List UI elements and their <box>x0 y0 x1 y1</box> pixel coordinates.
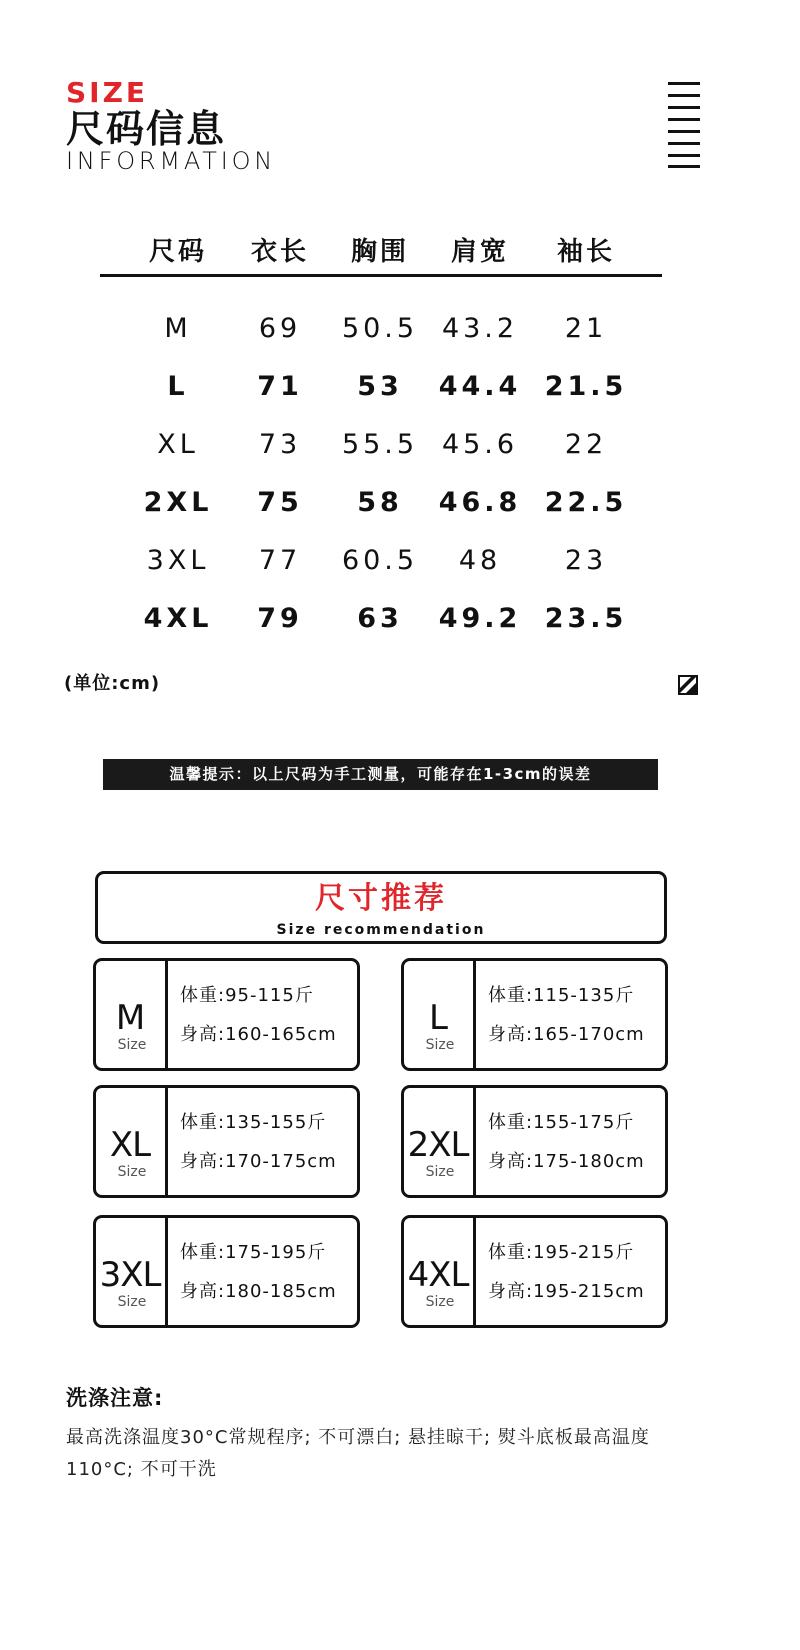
table-row <box>100 299 662 357</box>
table-cell: 21.5 <box>544 371 628 402</box>
card-size-box <box>404 1218 476 1325</box>
table-cell: 53 <box>357 371 403 402</box>
card-weight: 体重:95-115斤 <box>180 985 314 1006</box>
card-height: 身高:180-185cm <box>180 1281 337 1302</box>
table-cell: 49.2 <box>438 603 522 634</box>
care-title: 洗涤注意: <box>66 1386 164 1410</box>
recommendation-subtitle: Size recommendation <box>276 922 486 938</box>
table-cell: 58 <box>357 487 403 518</box>
card-height: 身高:195-215cm <box>488 1281 645 1302</box>
table-row <box>100 473 662 531</box>
information-label: INFORMATION <box>66 147 277 175</box>
card-size-box <box>404 961 476 1068</box>
card-size-box <box>96 961 168 1068</box>
tip-banner: 温馨提示：以上尺码为手工测量，可能存在1-3cm的误差 <box>103 759 658 790</box>
card-size-caption: Size <box>117 1037 147 1053</box>
header-cell-sleeve: 袖长 <box>556 237 615 267</box>
card-size-box <box>96 1218 168 1325</box>
card-height: 身高:160-165cm <box>180 1024 337 1045</box>
table-cell: M <box>164 313 192 344</box>
table-cell: 43.2 <box>441 313 519 344</box>
table-cell: 63 <box>357 603 403 634</box>
page-title: 尺码信息 <box>66 107 227 151</box>
table-cell: 71 <box>257 371 303 402</box>
table-cell: 45.6 <box>441 429 519 460</box>
table-cell: 73 <box>258 429 302 460</box>
table-header-row <box>100 228 662 277</box>
card-weight: 体重:135-155斤 <box>180 1112 327 1133</box>
header-cell-length: 衣长 <box>250 237 309 267</box>
table-cell: 50.5 <box>341 313 419 344</box>
table-cell: 60.5 <box>341 545 419 576</box>
card-size-label: 3XL <box>99 1255 161 1295</box>
table-cell: 3XL <box>146 545 210 576</box>
table-cell: 23.5 <box>544 603 628 634</box>
header-cell-size: 尺码 <box>148 237 207 267</box>
table-cell: 79 <box>257 603 303 634</box>
recommendation-title: 尺寸推荐 <box>315 881 447 916</box>
table-cell: 77 <box>258 545 302 576</box>
card-size-label: XL <box>109 1125 151 1165</box>
table-cell: 4XL <box>143 603 213 634</box>
size-card-xl <box>93 1085 360 1198</box>
table-row <box>100 531 662 589</box>
card-size-label: 2XL <box>407 1125 469 1165</box>
table-cell: 69 <box>258 313 302 344</box>
card-size-box <box>404 1088 476 1195</box>
table-cell: 2XL <box>143 487 213 518</box>
menu-lines-icon <box>668 82 700 168</box>
header-cell-shoulder: 肩宽 <box>450 237 509 267</box>
card-height: 身高:170-175cm <box>180 1151 337 1172</box>
table-row <box>100 589 662 647</box>
size-card-2xl <box>401 1085 668 1198</box>
size-card-4xl <box>401 1215 668 1328</box>
card-size-caption: Size <box>425 1294 455 1310</box>
table-cell: 23 <box>564 545 608 576</box>
table-cell: 55.5 <box>341 429 419 460</box>
unit-note: (单位:cm) <box>64 673 161 694</box>
table-cell: L <box>167 371 189 402</box>
table-cell: 75 <box>257 487 303 518</box>
size-card-l <box>401 958 668 1071</box>
card-height: 身高:165-170cm <box>488 1024 645 1045</box>
card-size-caption: Size <box>425 1037 455 1053</box>
card-size-label: 4XL <box>407 1255 469 1295</box>
table-cell: 44.4 <box>438 371 522 402</box>
table-row <box>100 415 662 473</box>
card-size-caption: Size <box>117 1294 147 1310</box>
card-size-label: M <box>115 998 145 1038</box>
size-card-m <box>93 958 360 1071</box>
header-cell-chest: 胸围 <box>350 237 409 267</box>
size-card-3xl <box>93 1215 360 1328</box>
table-cell: 22 <box>564 429 608 460</box>
card-size-caption: Size <box>425 1164 455 1180</box>
card-weight: 体重:115-135斤 <box>488 985 635 1006</box>
table-cell: 46.8 <box>438 487 522 518</box>
care-text: 最高洗涤温度30°C常规程序; 不可漂白; 悬挂晾干; 熨斗底板最高温度110°C; 不可干洗 <box>66 1427 650 1480</box>
table-cell: 48 <box>458 545 502 576</box>
card-size-caption: Size <box>117 1164 147 1180</box>
card-size-label: L <box>429 998 447 1038</box>
card-weight: 体重:155-175斤 <box>488 1112 635 1133</box>
diagonal-slash-icon <box>678 675 698 695</box>
recommendation-header <box>95 871 667 944</box>
size-label: SIZE <box>66 76 149 109</box>
card-height: 身高:175-180cm <box>488 1151 645 1172</box>
size-table <box>100 228 662 634</box>
table-row <box>100 357 662 415</box>
card-weight: 体重:195-215斤 <box>488 1242 635 1263</box>
card-size-box <box>96 1088 168 1195</box>
table-cell: 22.5 <box>544 487 628 518</box>
card-weight: 体重:175-195斤 <box>180 1242 327 1263</box>
table-cell: 21 <box>564 313 608 344</box>
table-cell: XL <box>157 429 199 460</box>
